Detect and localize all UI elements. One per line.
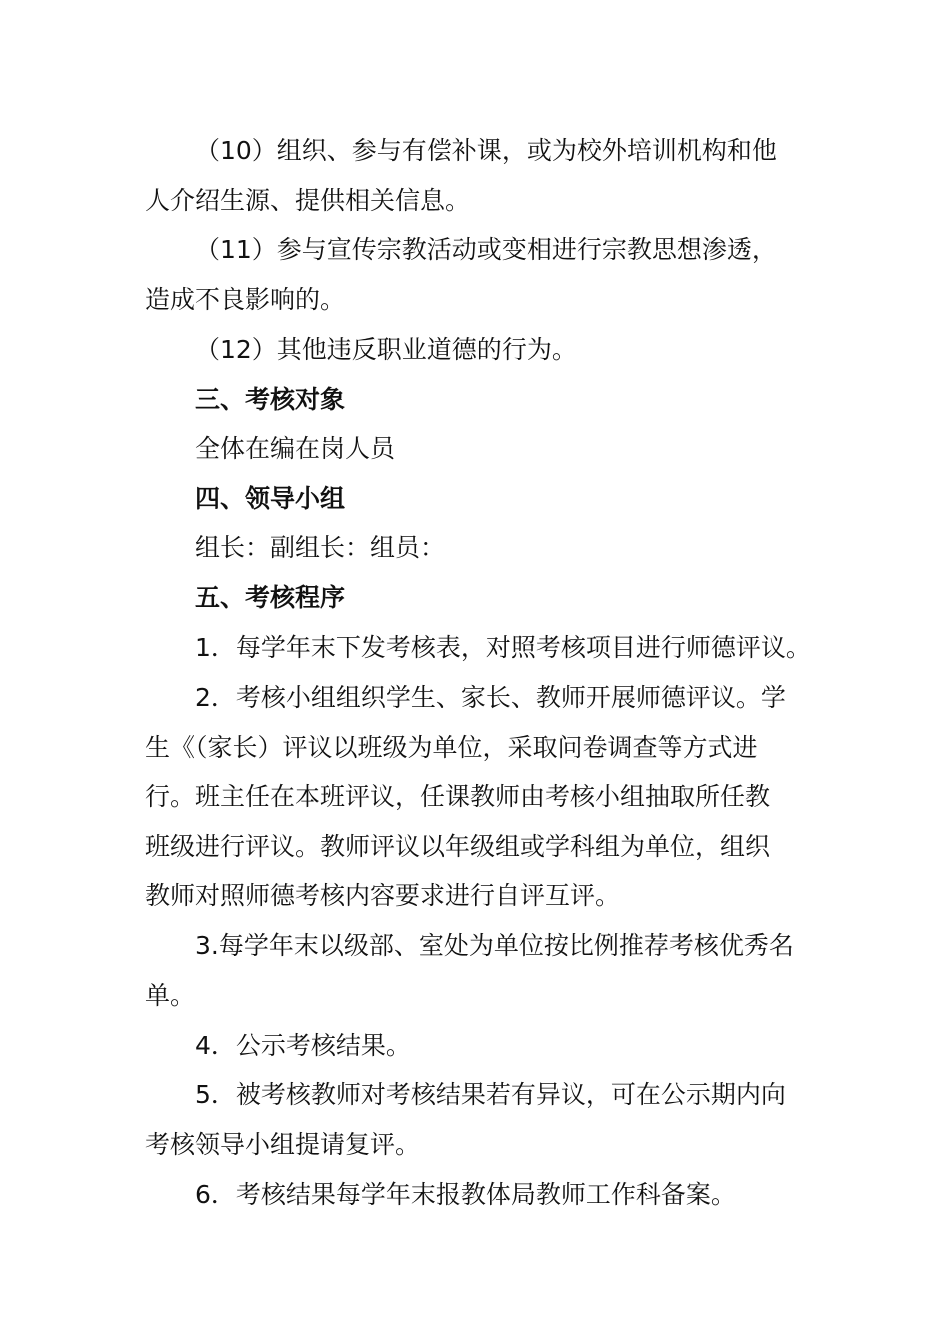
step-2-line-2: 生《（家长）评议以班级为单位，采取问卷调查等方式进 — [145, 733, 758, 762]
item-10-line-1: （10）组织、参与有偿补课，或为校外培训机构和他 — [195, 136, 777, 165]
step-4: 4．公示考核结果。 — [195, 1031, 411, 1060]
step-2-line-3: 行。班主任在本班评议，任课教师由考核小组抽取所任教 — [145, 782, 771, 811]
step-1: 1．每学年末下发考核表，对照考核项目进行师德评议。 — [195, 633, 811, 662]
section-heading-5: 五、考核程序 — [195, 583, 346, 612]
step-5-line-1: 5．被考核教师对考核结果若有异议，可在公示期内向 — [195, 1080, 786, 1109]
step-2-line-4: 班级进行评议。教师评议以年级组或学科组为单位，组织 — [145, 832, 771, 861]
section-heading-3: 三、考核对象 — [195, 385, 346, 414]
step-2-line-5: 教师对照师德考核内容要求进行自评互评。 — [145, 881, 621, 910]
step-3-line-2: 单。 — [145, 981, 196, 1010]
item-12: （12）其他违反职业道德的行为。 — [195, 335, 577, 364]
step-2-line-1: 2．考核小组组织学生、家长、教师开展师德评议。学 — [195, 683, 786, 712]
step-5-line-2: 考核领导小组提请复评。 — [145, 1130, 421, 1159]
section-3-body: 全体在编在岗人员 — [195, 434, 396, 463]
item-11-line-2: 造成不良影响的。 — [145, 285, 346, 314]
item-11-line-1: （11）参与宣传宗教活动或变相进行宗教思想渗透， — [195, 235, 777, 264]
item-10-line-2: 人介绍生源、提供相关信息。 — [145, 186, 471, 215]
section-heading-4: 四、领导小组 — [195, 484, 346, 513]
step-3-line-1: 3.每学年末以级部、室处为单位按比例推荐考核优秀名 — [195, 931, 794, 960]
section-4-body: 组长：副组长：组员： — [195, 533, 446, 562]
step-6: 6．考核结果每学年末报教体局教师工作科备案。 — [195, 1180, 736, 1209]
